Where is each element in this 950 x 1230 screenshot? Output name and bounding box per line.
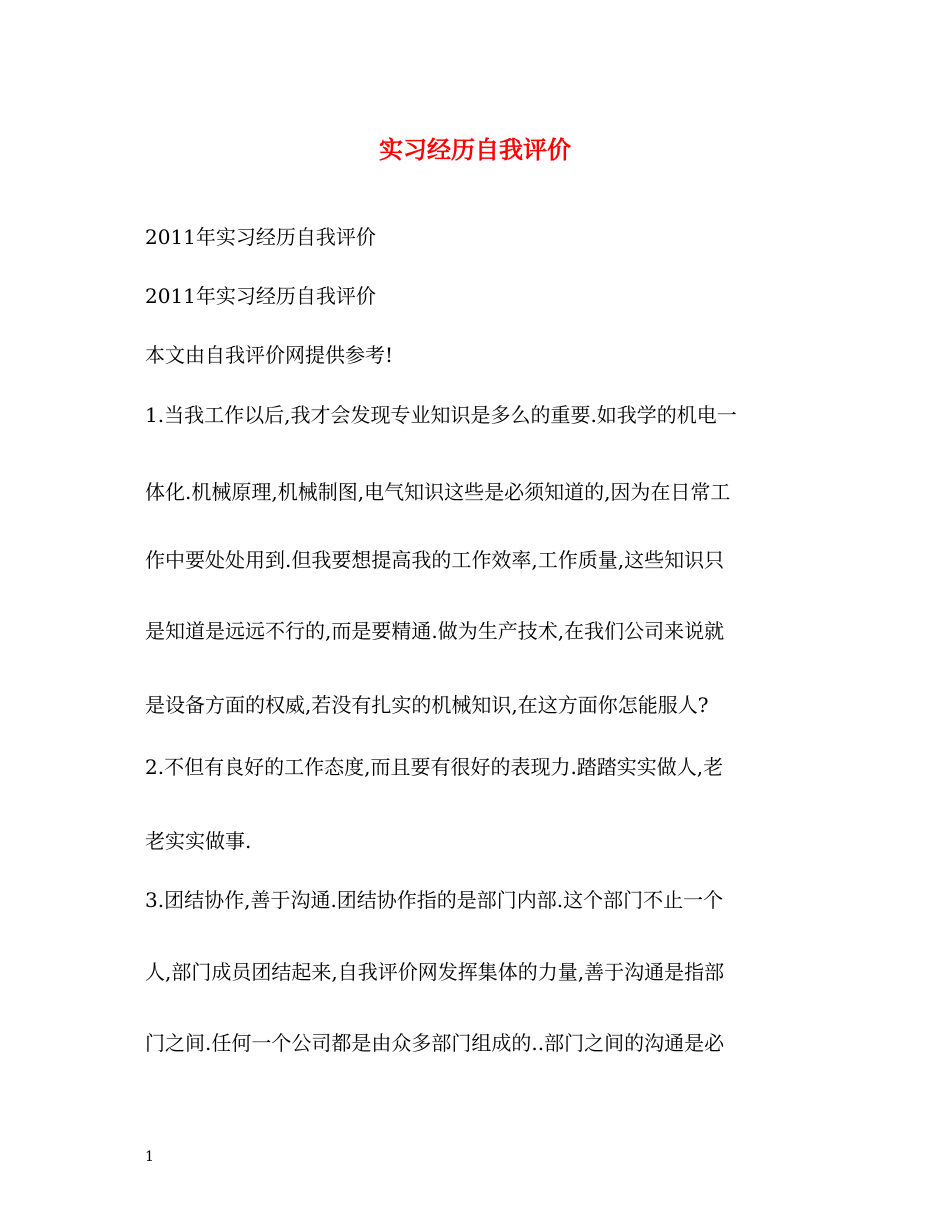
paragraph-line: 3.团结协作,善于沟通.团结协作指的是部门内部.这个部门不止一个 xyxy=(145,888,724,912)
paragraph-line: 2011年实习经历自我评价 xyxy=(145,225,376,249)
paragraph-line: 老实实做事. xyxy=(145,829,252,853)
paragraph-line: 是知道是远远不行的,而是要精通.做为生产技术,在我们公司来说就 xyxy=(145,619,725,643)
paragraph-line: 作中要处处用到.但我要想提高我的工作效率,工作质量,这些知识只 xyxy=(145,548,725,572)
paragraph-line: 门之间.任何一个公司都是由众多部门组成的..部门之间的沟通是必 xyxy=(145,1031,725,1055)
paragraph-line: 人,部门成员团结起来,自我评价网发挥集体的力量,善于沟通是指部 xyxy=(145,960,725,984)
paragraph-line: 2011年实习经历自我评价 xyxy=(145,284,376,308)
paragraph-line: 2.不但有良好的工作态度,而且要有很好的表现力.踏踏实实做人,老 xyxy=(145,755,724,779)
page-number: 1 xyxy=(145,1149,154,1165)
document-title: 实习经历自我评价 xyxy=(379,135,571,164)
paragraph-line: 体化.机械原理,机械制图,电气知识这些是必须知道的,因为在日常工 xyxy=(145,480,731,504)
paragraph-line: 是设备方面的权威,若没有扎实的机械知识,在这方面你怎能服人? xyxy=(145,693,709,717)
paragraph-line: 1.当我工作以后,我才会发现专业知识是多么的重要.如我学的机电一 xyxy=(145,403,737,427)
paragraph-line: 本文由自我评价网提供参考! xyxy=(145,343,394,367)
